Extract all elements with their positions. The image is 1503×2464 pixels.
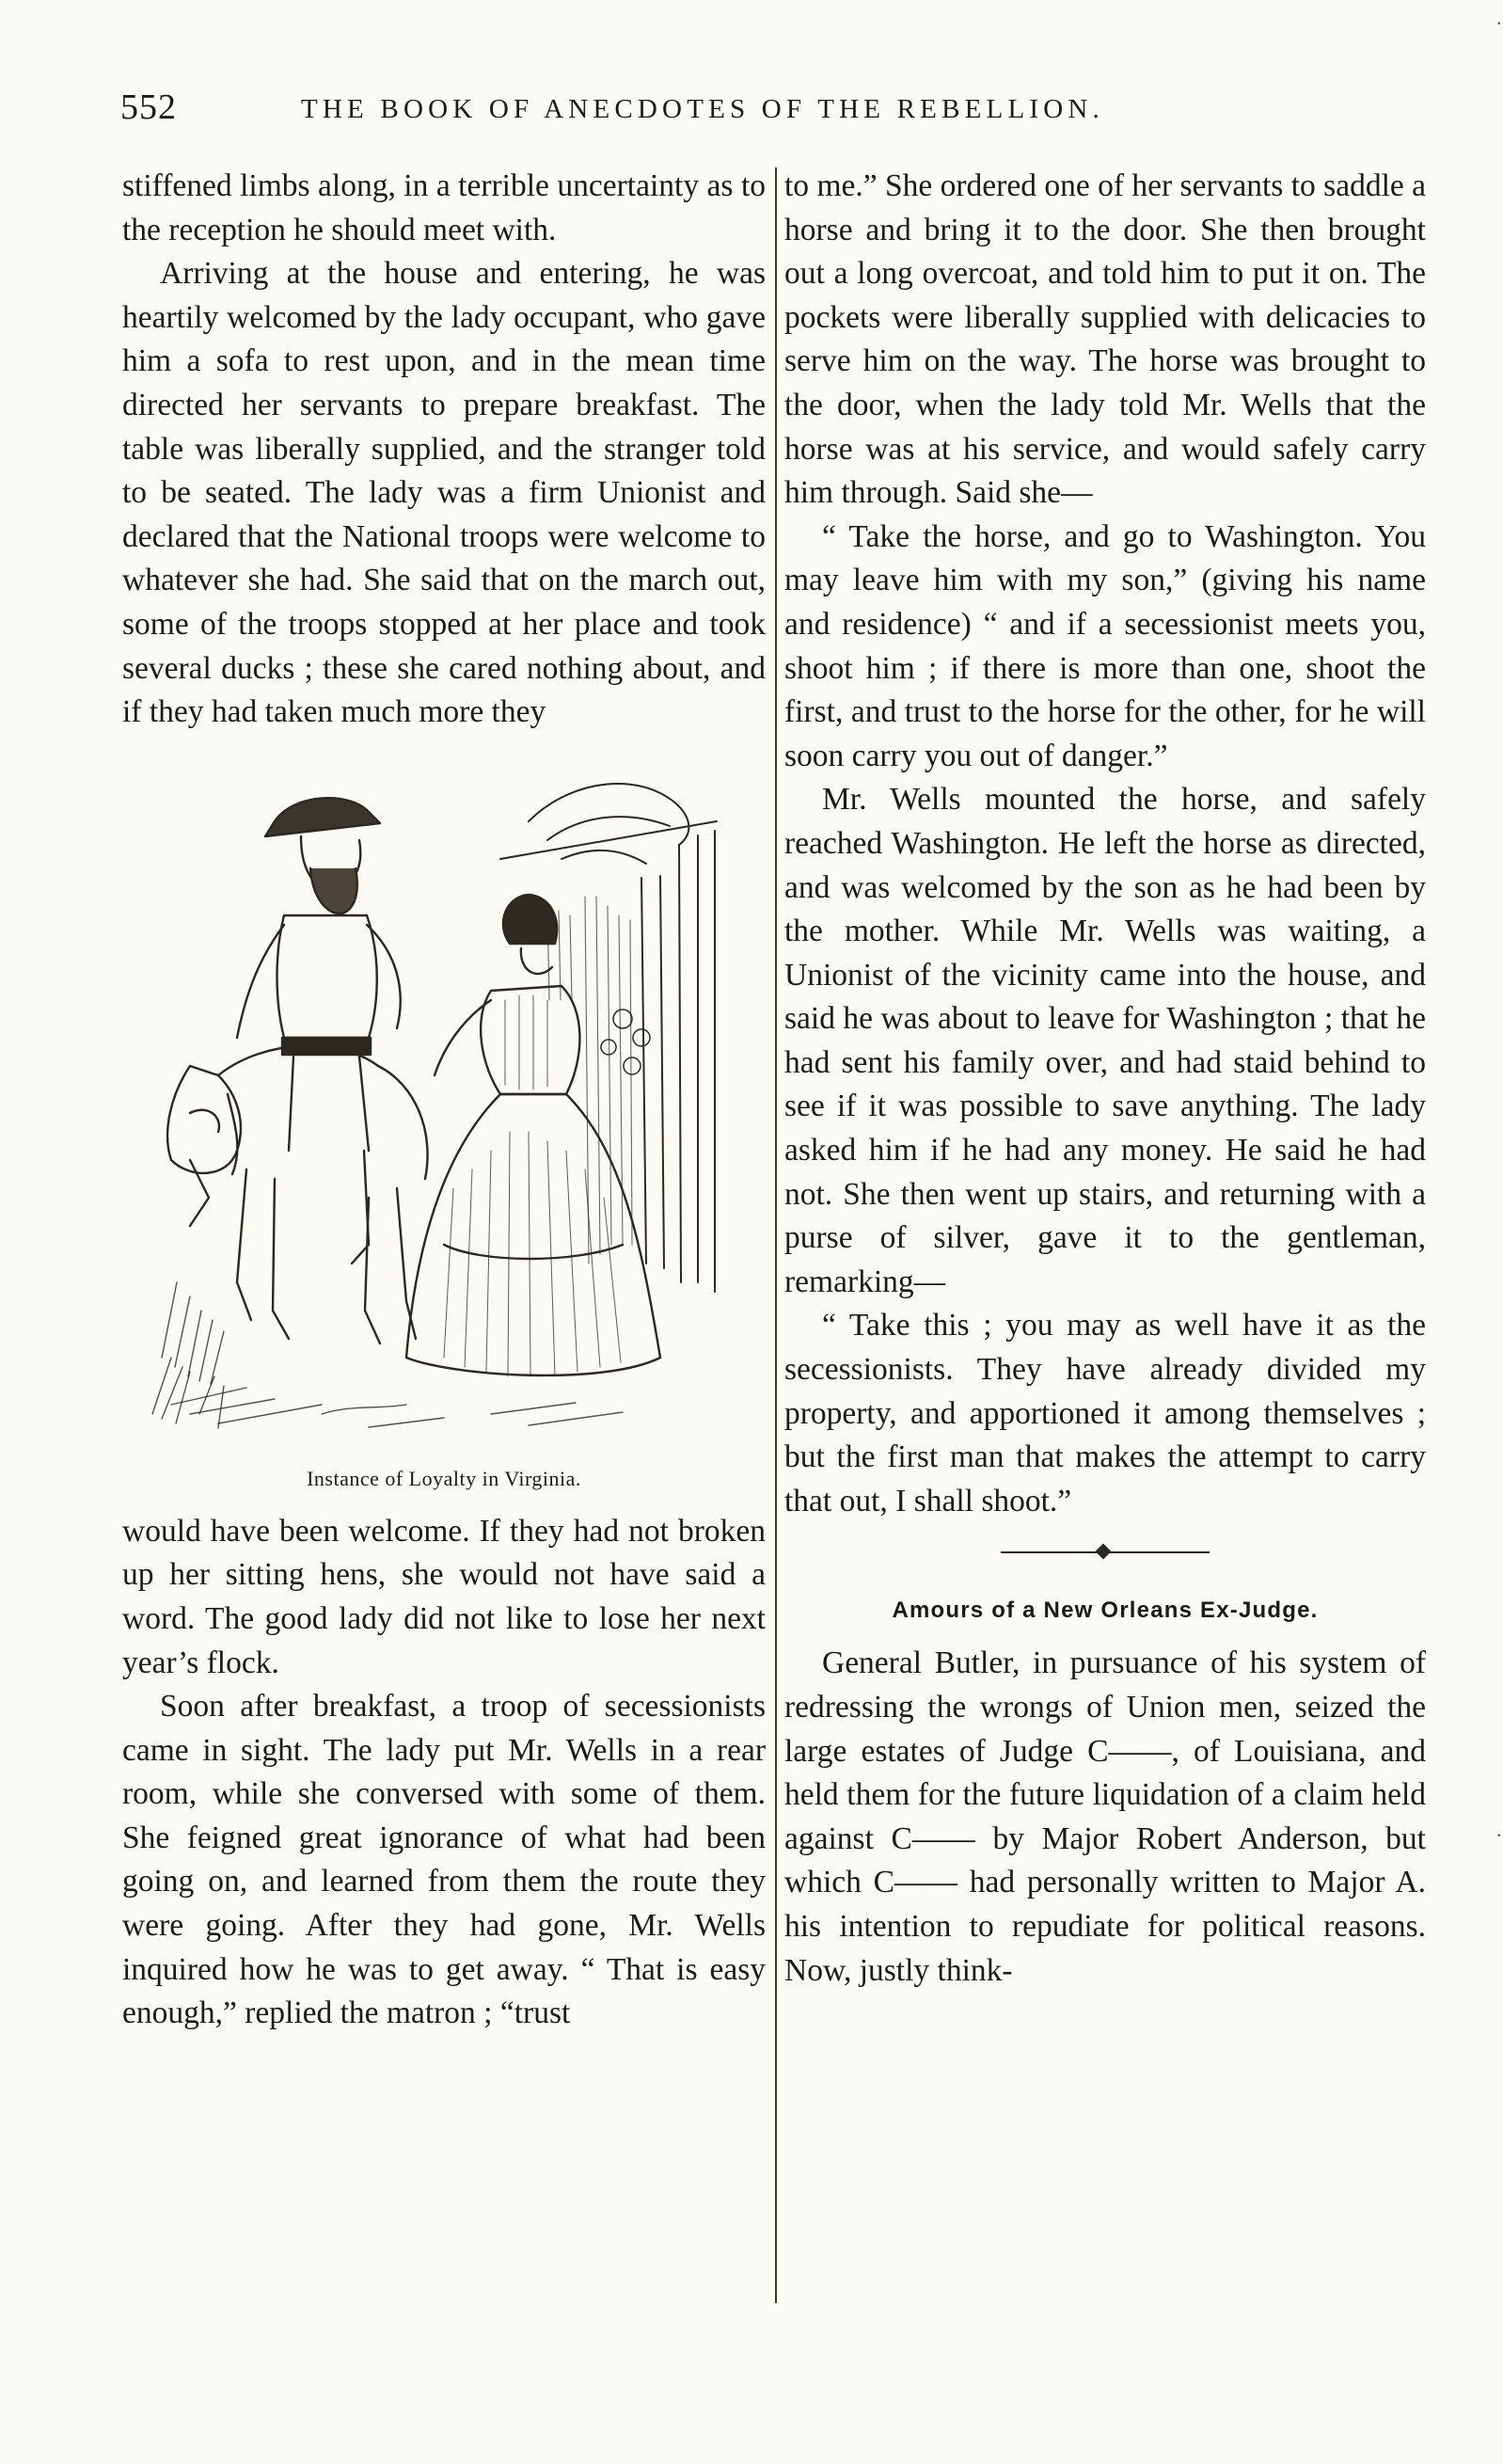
- paragraph: “ Take the horse, and go to Washington. You may leave him with my son,” (giving his name and residence) “ and if a secessionist meets you, shoot him ; if there is more than one, shoot the first, and trust to the horse for the other, for he will soon carry you out of danger.”: [784, 518, 1426, 773]
- paragraph: Mr. Wells mounted the horse, and safely reached Washington. He left the horse as directed, and was welcomed by the son as he had been by the mother. While Mr. Wells was waiting, a Unionist of the vicinity came into the house, and said he was about to leave for Washington ; that he had sent his family over, and had staid behind to see if it was possible to save anything. The lady asked him if he had any money. He said he had not. She then went up stairs, and returning with a purse of silver, gave it to the gentleman, remarking—: [784, 782, 1426, 1299]
- page-number: 552: [120, 87, 177, 127]
- paragraph: to me.” She ordered one of her servants to saddle a horse and bring it to the door. She then brought out a long overcoat, and told him to put it on. The pockets were liberally supplied with delicacies to serve him on the way. The horse was brought to the door, when the lady told Mr. Wells that the horse was at his service, and would safely carry him through. Said she—: [784, 168, 1426, 511]
- illustration-figure: [122, 755, 766, 1493]
- paragraph: General Butler, in pursuance of his system of redressing the wrongs of Union men, seized the large estates of Judge C——, of Louisiana, and held them for the future liquidation of a claim held against C—— by Major Robert Anderson, but which C—— had personally written to Major A. his intention to repudiate for political reasons. Now, justly think-: [784, 1645, 1426, 1988]
- paragraph: would have been welcome. If they had not broken up her sitting hens, she would not have said a word. The good lady did not like to lose her next year’s flock.: [122, 1513, 766, 1680]
- margin-mark: ·: [1495, 1823, 1503, 1847]
- engraving-man-horse-woman: [134, 755, 754, 1452]
- paragraph: stiffened limbs along, in a terrible uncertainty as to the reception he should meet with.: [122, 168, 766, 247]
- paragraph: Arriving at the house and entering, he was heartily welcomed by the lady occupant, who gave him a sofa to rest upon, and in the mean time directed her servants to prepare breakfast. The table was liberally supplied, and the stranger told to be seated. The lady was a firm Unionist and declared that the National troops were welcome to whatever she had. She said that on the march out, some of the troops stopped at her place and took several ducks ; these she cared nothing about, and if they had taken much more they: [122, 256, 766, 730]
- running-head: [120, 87, 1268, 143]
- section-heading: Amours of a New Orleans Ex-Judge.: [892, 1598, 1319, 1624]
- left-column: [122, 165, 766, 2036]
- illustration-caption: Instance of Loyalty in Virginia.: [307, 1466, 581, 1490]
- paragraph: “ Take this ; you may as well have it as the secessionists. They have already divided my property, and apportioned it among themselves ; but the first man that makes the attempt to carry that out, I shall shoot.”: [784, 1308, 1426, 1518]
- section-divider: [784, 1538, 1426, 1566]
- running-title: THE BOOK OF ANECDOTES OF THE REBELLION.: [301, 94, 1104, 124]
- column-rule: [775, 167, 777, 2303]
- right-column: [784, 165, 1426, 1993]
- divider-ornament: [1096, 1544, 1112, 1560]
- margin-mark: ·: [1495, 11, 1503, 35]
- paragraph: Soon after breakfast, a troop of secessionists came in sight. The lady put Mr. Wells in a rear room, while she conversed with some of them. She feigned great ignorance of what had been going on, and learned from them the route they were going. After they had gone, Mr. Wells inquired how he was to get away. “ That is easy enough,” replied the matron ; “trust: [122, 1689, 766, 2031]
